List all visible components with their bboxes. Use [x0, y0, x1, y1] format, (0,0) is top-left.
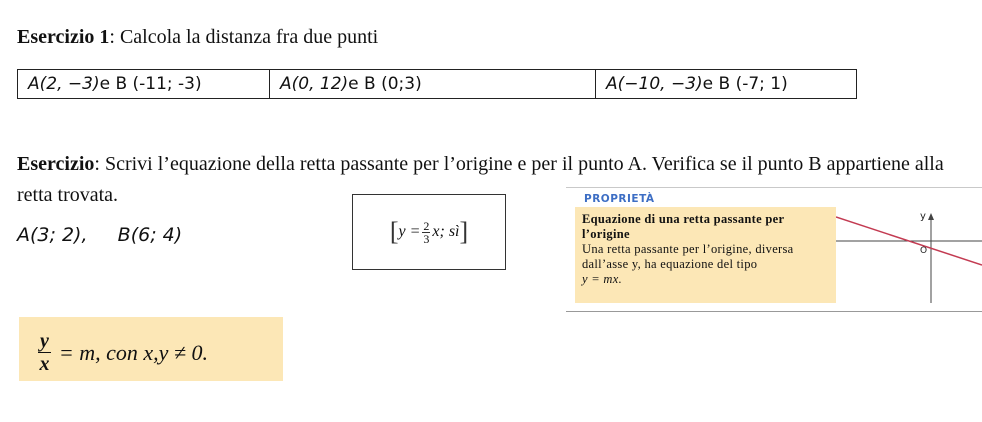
exercise-2-instruction: : Scrivi l’equazione della retta passante per l’origine e per il punto A. Verifica se il punto B appartiene alla retta trovata.: [17, 153, 944, 206]
property-equation: y = mx.: [582, 272, 623, 286]
point-pair-cell: [269, 70, 595, 98]
formula-fraction: [38, 330, 51, 375]
fraction-numerator: 2: [423, 218, 430, 233]
property-text: [582, 212, 812, 287]
fraction-denominator: 3: [423, 231, 430, 246]
exercise-2-label: Esercizio: [17, 153, 95, 175]
graph-svg: [836, 207, 982, 303]
point-pairs-table: [17, 69, 857, 99]
formula-rest: = m, con x,y ≠ 0.: [58, 339, 208, 365]
answer-lhs: y =: [398, 223, 421, 240]
point-a: A(−10, −3): [606, 74, 703, 94]
answer-fraction: [422, 220, 430, 245]
property-title: Equazione di una retta passante per l’origine: [582, 212, 785, 241]
point-b: e B (0;3): [348, 74, 422, 94]
point-a: A(2, −3): [28, 74, 100, 94]
line-through-origin-graph: [836, 207, 982, 303]
y-axis-label: y: [920, 211, 926, 222]
exercise-1-label: Esercizio 1: [17, 26, 110, 48]
answer-box: [352, 194, 506, 270]
point-b: e B (-7; 1): [702, 74, 788, 94]
exercise-1-heading: [17, 26, 378, 49]
left-bracket: [: [389, 217, 399, 246]
property-heading: PROPRIETÀ: [584, 193, 655, 205]
point-pair-cell: [18, 70, 269, 98]
point-pair-cell: [595, 70, 856, 98]
slope-formula: [38, 330, 208, 375]
right-bracket: ]: [459, 217, 469, 246]
formula-numerator: y: [40, 330, 49, 352]
formula-denominator: x: [39, 353, 50, 375]
y-axis-arrow-icon: [928, 213, 934, 220]
exercise-1-instruction: : Calcola la distanza fra due punti: [109, 26, 379, 48]
property-body: Una retta passante per l’origine, diversa dall’asse y, ha equazione del tipo: [582, 242, 794, 271]
exercise-2-points: [17, 224, 182, 246]
point-b: e B (-11; -3): [99, 74, 202, 94]
answer-rhs: x; sì: [432, 223, 460, 240]
point-a: A(0, 12): [280, 74, 349, 94]
points-text: A(3; 2), B(6; 4): [17, 224, 183, 246]
origin-label: O: [920, 246, 928, 256]
